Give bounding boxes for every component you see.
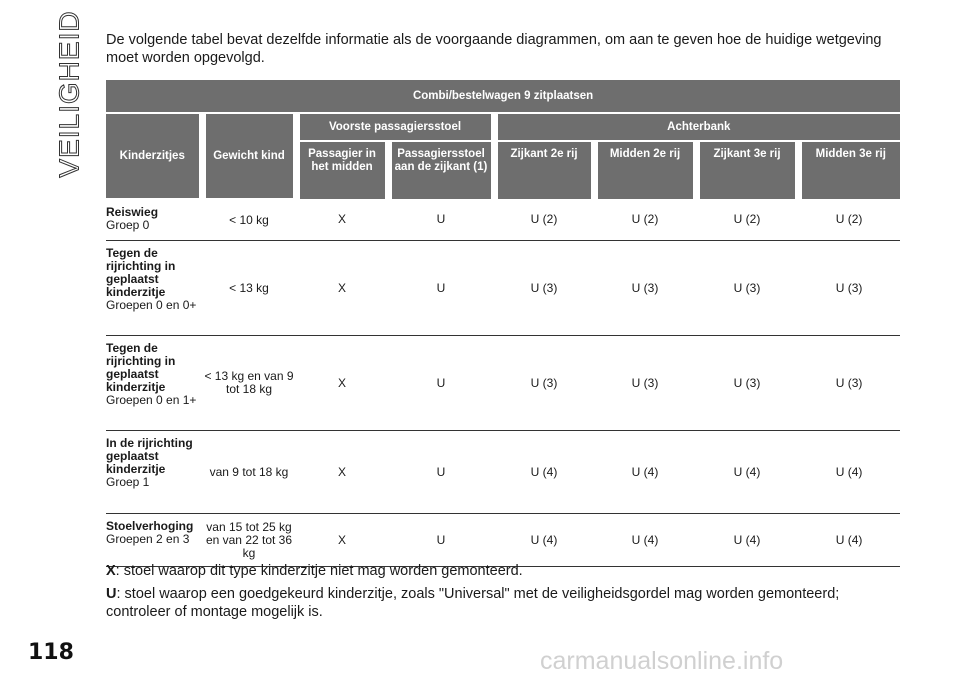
cell-value: U	[388, 241, 494, 336]
header-front-side: Passagiersstoel aan de zijkant (1)	[388, 141, 494, 199]
header-weight: Gewicht kind	[202, 113, 296, 199]
cell-value: U (4)	[696, 514, 798, 567]
header-row2-side: Zijkant 2e rij	[494, 141, 594, 199]
cell-value: U (3)	[696, 336, 798, 431]
cell-value: U	[388, 431, 494, 514]
cell-value: U (3)	[798, 336, 900, 431]
legend-item-x	[106, 562, 900, 580]
row-weight: < 10 kg	[202, 199, 296, 241]
row-weight: < 13 kg en van 9 tot 18 kg	[202, 336, 296, 431]
row-name: Tegen de rijrichting in geplaatst kinderzitje	[106, 341, 176, 394]
legend-key: U	[106, 586, 117, 602]
cell-value: U (4)	[798, 514, 900, 567]
cell-value: U (3)	[494, 336, 594, 431]
header-front-seat: Voorste passagiersstoel	[296, 113, 494, 141]
row-group: Groepen 2 en 3	[106, 532, 190, 546]
cell-value: U (3)	[696, 241, 798, 336]
row-label	[106, 336, 202, 431]
table-row	[106, 336, 900, 431]
cell-value: U (3)	[594, 336, 696, 431]
cell-value: U	[388, 514, 494, 567]
header-row2-middle: Midden 2e rij	[594, 141, 696, 199]
cell-value: X	[296, 431, 388, 514]
cell-value: U (2)	[494, 199, 594, 241]
row-group: Groep 1	[106, 475, 150, 489]
table-row	[106, 241, 900, 336]
row-label	[106, 431, 202, 514]
header-row3-middle: Midden 3e rij	[798, 141, 900, 199]
header-rear-bench: Achterbank	[494, 113, 900, 141]
row-weight: van 15 tot 25 kg en van 22 tot 36 kg	[202, 514, 296, 567]
cell-value: X	[296, 514, 388, 567]
intro-paragraph: De volgende tabel bevat dezelfde informatie als de voorgaande diagrammen, om aan te geven hoe de huidige wetgeving moet worden opgevolgd.	[106, 32, 882, 66]
row-label	[106, 241, 202, 336]
cell-value: U (2)	[594, 199, 696, 241]
header-front-middle: Passagier in het midden	[296, 141, 388, 199]
table-title: Combi/bestelwagen 9 zitplaatsen	[106, 80, 900, 113]
table-row	[106, 431, 900, 514]
cell-value: X	[296, 241, 388, 336]
cell-value: U (3)	[494, 241, 594, 336]
row-group: Groepen 0 en 1+	[106, 393, 197, 407]
cell-value: U (2)	[696, 199, 798, 241]
section-title	[50, 10, 90, 178]
cell-value: U (4)	[798, 431, 900, 514]
row-label	[106, 514, 202, 567]
row-name: Stoelverhoging	[106, 519, 194, 533]
cell-value: U (3)	[798, 241, 900, 336]
table-row	[106, 514, 900, 567]
cell-value: U (3)	[594, 241, 696, 336]
header-child-seats: Kinderzitjes	[106, 113, 202, 199]
cell-value: U (4)	[594, 514, 696, 567]
child-seat-table	[106, 80, 900, 567]
row-name: In de rijrichting geplaatst kinderzitje	[106, 436, 193, 476]
cell-value: U	[388, 199, 494, 241]
row-group: Groepen 0 en 0+	[106, 298, 197, 312]
legend-key: X	[106, 563, 116, 579]
cell-value: U (4)	[494, 431, 594, 514]
cell-value: U (4)	[594, 431, 696, 514]
cell-value: U	[388, 336, 494, 431]
row-weight: van 9 tot 18 kg	[202, 431, 296, 514]
watermark: carmanualsonline.info	[540, 647, 784, 675]
legend-item-u	[106, 585, 900, 621]
cell-value: X	[296, 336, 388, 431]
row-label	[106, 199, 202, 241]
row-name: Reiswieg	[106, 205, 159, 219]
header-row3-side: Zijkant 3e rij	[696, 141, 798, 199]
legend-text: : stoel waarop dit type kinderzitje niet mag worden gemonteerd.	[115, 563, 523, 579]
row-name: Tegen de rijrichting in geplaatst kinderzitje	[106, 246, 176, 299]
row-weight: < 13 kg	[202, 241, 296, 336]
cell-value: U (4)	[494, 514, 594, 567]
legend	[106, 562, 900, 626]
row-group: Groep 0	[106, 218, 150, 232]
legend-text: : stoel waarop een goedgekeurd kinderzitje, zoals "Universal" met de veiligheidsgordel mag worden gemonteerd; controleer of montage mogelijk is.	[106, 586, 840, 620]
section-title-text: VEILIGHEID	[54, 10, 86, 178]
cell-value: U (2)	[798, 199, 900, 241]
table-row	[106, 199, 900, 241]
cell-value: X	[296, 199, 388, 241]
page-number: 118	[28, 640, 74, 665]
cell-value: U (4)	[696, 431, 798, 514]
